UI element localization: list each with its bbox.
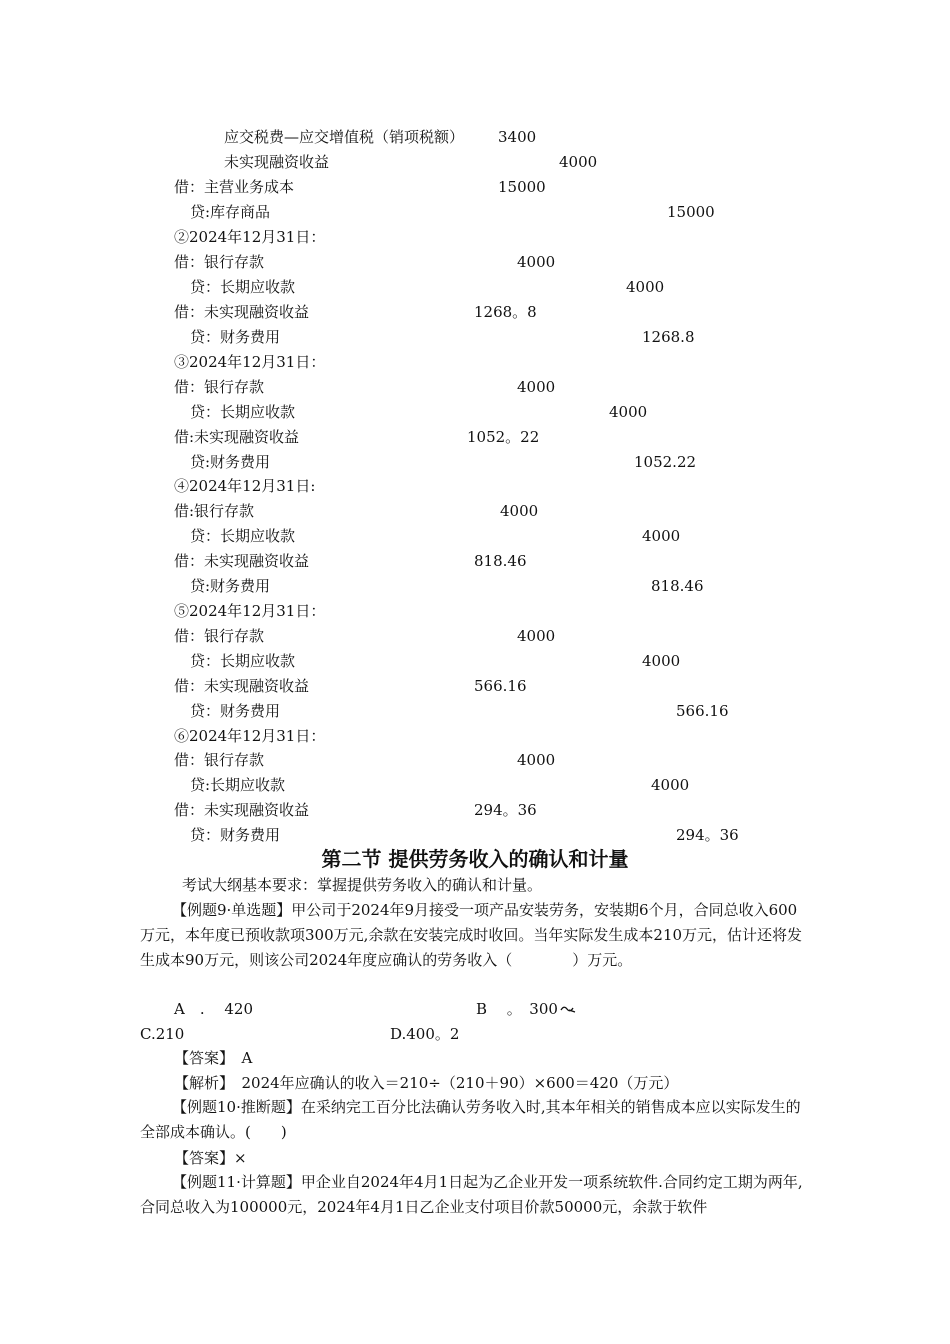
journal-amount: 294。36 [474,801,537,819]
journal-label: 贷：长期应收款 [190,527,296,545]
journal-amount: 1052。22 [467,428,540,446]
journal-amount: 4000 [559,153,598,171]
journal-amount: 4000 [642,652,681,670]
journal-date: ⑥2024年12月31日： [174,727,326,745]
journal-amount: 818.46 [474,552,527,570]
journal-amount: 4000 [517,627,556,645]
outline-requirement: 考试大纲基本要求：掌握提供劳务收入的确认和计量。 [182,876,543,894]
journal-amount: 4000 [517,751,556,769]
journal-amount: 566.16 [474,677,527,695]
journal-date: ②2024年12月31日： [174,228,326,246]
journal-date: ⑤2024年12月31日： [174,602,326,620]
example-10-question: 【例题10·推断题】在采纳完工百分比法确认劳务收入时,其本年相关的销售成本应以实际发生的全部成本确认。( ) [140,1098,801,1141]
option-c: C.210 [140,1025,185,1043]
journal-label: 贷：财务费用 [190,328,281,346]
scribble-mark [560,1005,576,1015]
journal-amount: 4000 [500,502,539,520]
section-heading: 第二节 提供劳务收入的确认和计量 [321,847,629,871]
journal-label: 借：银行存款 [174,378,265,396]
journal-label: 借：银行存款 [174,627,265,645]
journal-amount: 818.46 [651,577,704,595]
journal-label: 借：银行存款 [174,751,265,769]
journal-label: 借：银行存款 [174,253,265,271]
journal-label: 借：未实现融资收益 [174,801,310,819]
journal-label: 借：未实现融资收益 [174,552,310,570]
journal-label: 借：未实现融资收益 [174,677,310,695]
journal-amount: 294。36 [676,826,739,844]
journal-date: ③2024年12月31日： [174,353,326,371]
journal-amount: 4000 [642,527,681,545]
journal-amount: 4000 [517,253,556,271]
example-11-question: 【例题11·计算题】甲企业自2024年4月1日起为乙企业开发一项系统软件.合同约定工期为两年,合同总收入为100000元，2024年4月1日乙企业支付项目价款50000元，余款于软件 [140,1173,803,1216]
journal-amount: 4000 [626,278,665,296]
journal-label: 贷：长期应收款 [190,403,296,421]
journal-label: 贷:财务费用 [190,453,271,471]
answer-10: 【答案】× [174,1149,247,1167]
journal-amount: 4000 [651,776,690,794]
journal-amount: 566.16 [676,702,729,720]
journal-date: ④2024年12月31日: [174,477,316,495]
journal-label: 借:银行存款 [174,502,255,520]
journal-label: 贷:库存商品 [190,203,271,221]
journal-amount: 15000 [498,178,546,196]
journal-label: 贷:财务费用 [190,577,271,595]
journal-amount: 1052.22 [634,453,697,471]
journal-label: 贷:长期应收款 [190,776,286,794]
option-b [476,999,576,1019]
journal-label: 借：主营业务成本 [174,178,295,196]
journal-label: 贷：长期应收款 [190,278,296,296]
journal-amount: 4000 [609,403,648,421]
option-a: A . 420 [174,1000,253,1018]
journal-amount: 1268。8 [474,303,537,321]
journal-amount: 1268.8 [642,328,695,346]
journal-amount: 3400 [498,128,537,146]
analysis-9: 【解析】 2024年应确认的收入＝210÷（210＋90）×600＝420（万元） [174,1074,679,1092]
journal-label: 借:未实现融资收益 [174,428,300,446]
journal-label: 应交税费—应交增值税（销项税额） [224,128,465,146]
example-9-question: 【例题9·单选题】甲公司于2024年9月接受一项产品安装劳务，安装期6个月，合同总收入600万元，本年度已预收款项300万元,余款在安装完成时收回。当年实际发生成本210万元，估计还将发生成本90万元，则该公司2024年度应确认的劳务收入（ ）万元。 [140,901,803,969]
journal-amount: 4000 [517,378,556,396]
journal-label: 贷：财务费用 [190,826,281,844]
journal-label: 未实现融资收益 [224,153,330,171]
journal-label: 贷：长期应收款 [190,652,296,670]
option-d: D.400。2 [390,1025,460,1043]
option-b-label: B 。 300 [476,1000,558,1018]
journal-label: 借：未实现融资收益 [174,303,310,321]
journal-amount: 15000 [667,203,715,221]
answer-9: 【答案】 A [174,1049,253,1067]
journal-label: 贷：财务费用 [190,702,281,720]
